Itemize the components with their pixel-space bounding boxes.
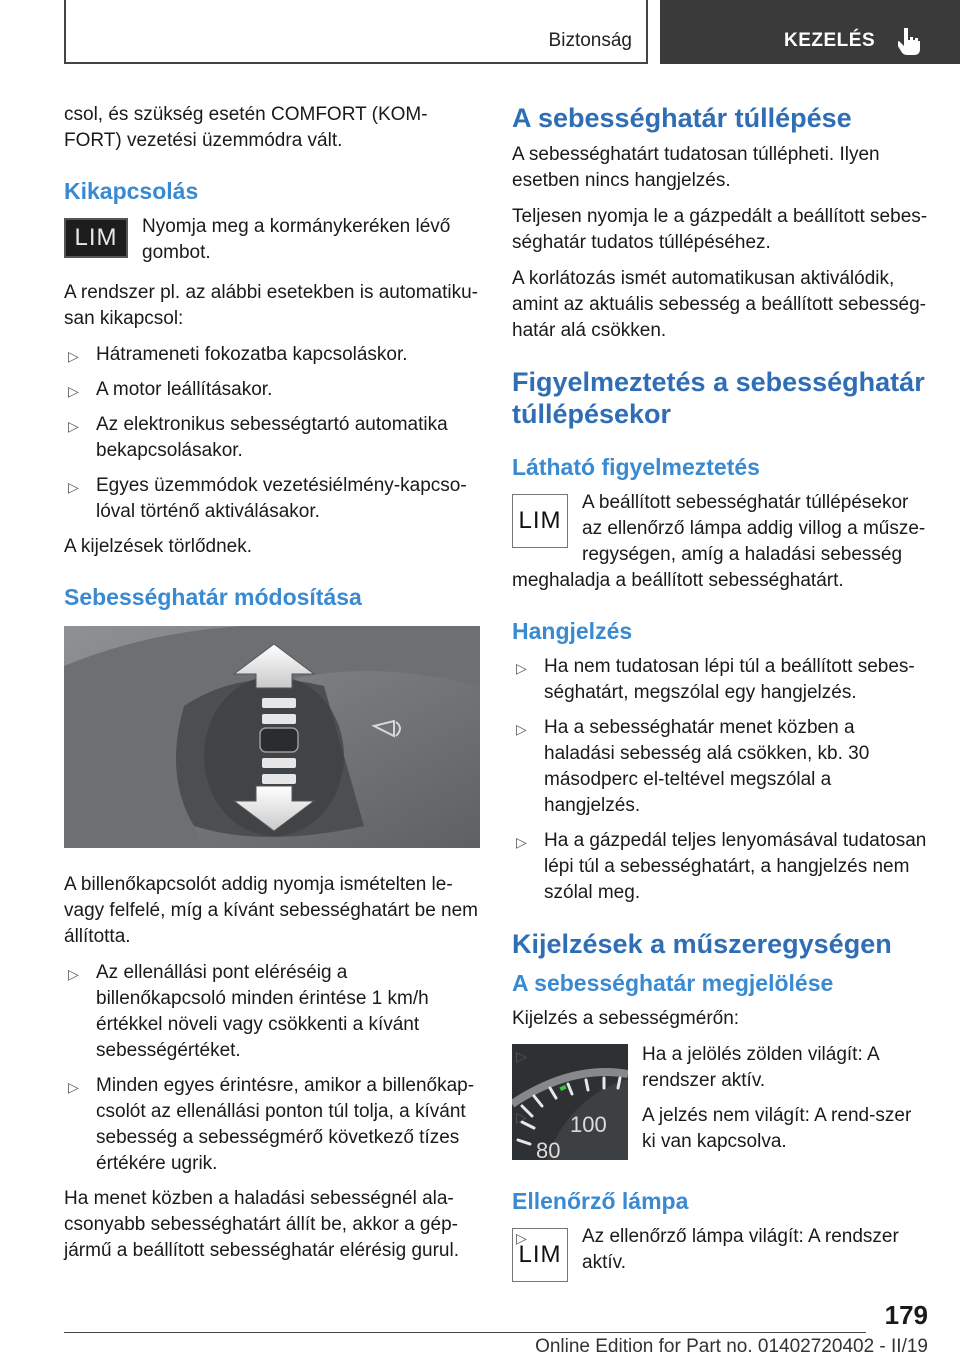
list-item: ▷ Hátrameneti fokozatba kapcsoláskor.: [64, 342, 480, 368]
switch-off-text: Nyomja meg a kormánykeréken lévő gombot.: [142, 216, 451, 263]
heading-indicator-lamp: Ellenőrző lámpa: [512, 1188, 689, 1214]
roll-text: Ha menet közben a haladási sebességnél ala-csonyabb sebességhatárt állít be, akkor a gép-jármű a beállított sebességhatár elérésig gurul.: [64, 1188, 460, 1261]
heading-exceed-limit: A sebességhatár túllépése: [512, 103, 852, 133]
switch-off-block: [64, 214, 480, 270]
cleared-text: A kijelzések törlődnek.: [64, 536, 252, 557]
list-item: ▷ A motor leállításakor.: [64, 377, 480, 403]
chapter-tab: [660, 0, 960, 64]
list-item: ▷ Ha nem tudatosan lépi túl a beállított sebes-séghatárt, megszólal egy hangjelzés.: [516, 656, 915, 703]
triangle-bullet-icon: ▷: [68, 418, 79, 434]
left-column: [64, 102, 480, 1274]
triangle-bullet-icon: ▷: [68, 383, 79, 399]
heading-acoustic: Hangjelzés: [512, 618, 633, 644]
triangle-bullet-icon: ▷: [516, 721, 527, 737]
list-item: ▷ Az ellenállási pont eléréséig a billenőkapcsoló minden érintése 1 km/h értékkel növeli vagy csökkenti a kívánt sebességértéket.: [68, 962, 429, 1061]
marking-text: Kijelzés a sebességmérőn:: [512, 1008, 740, 1029]
list-item: ▷ Az ellenőrző lámpa világít: A rendszer aktív.: [516, 1226, 899, 1273]
intro-paragraph: csol, és szükség esetén COMFORT (KOM-FORT) vezetési üzemmódra vált.: [64, 104, 428, 151]
list-item: ▷ Ha a jelölés zölden világít: A rendszer aktív.: [516, 1044, 879, 1091]
list-item: ▷ Minden egyes érintésre, amikor a billenőkap-csolót az ellenállási ponton túl tolja, a kívánt sebesség a sebességmérő következő tízes értékére ugrik.: [68, 1075, 475, 1174]
triangle-bullet-icon: ▷: [68, 1079, 79, 1095]
heading-warning: Figyelmeztetés a sebességhatár túllépésekor: [512, 367, 925, 429]
heading-visible-warning: Látható figyelmeztetés: [512, 454, 760, 480]
marking-block: [512, 1042, 928, 1164]
visible-warning-text: A beállított sebességhatár túllépésekor az ellenőrző lámpa addig villog a műsze-regységen, amíg a haladási sebesség meghaladja a beállított sebességhatárt.: [512, 492, 926, 591]
triangle-bullet-icon: ▷: [516, 1048, 527, 1064]
triangle-bullet-icon: ▷: [516, 1109, 527, 1125]
footer-divider: [64, 1332, 866, 1333]
triangle-bullet-icon: ▷: [516, 834, 527, 850]
list-item: ▷ A jelzés nem világít: A rend-szer ki van kapcsolva.: [516, 1105, 912, 1152]
indicator-lamp-block: [512, 1224, 928, 1286]
acoustic-list: [512, 654, 928, 906]
triangle-bullet-icon: ▷: [68, 348, 79, 364]
list-item: ▷ Ha a gázpedál teljes lenyomásával tudatosan lépi túl a sebességhatárt, a hangjelzés nem szólal meg.: [516, 830, 927, 903]
heading-marking: A sebességhatár megjelölése: [512, 970, 834, 996]
modify-text: A billenőkapcsolót addig nyomja ismételten le-vagy felfelé, míg a kívánt sebességhatárt be nem állította.: [64, 874, 479, 947]
visible-warning-block: [512, 490, 928, 594]
section-title: Biztonság: [548, 30, 632, 51]
list-item: ▷ Ha a sebességhatár menet közben a haladási sebesség alá csökken, kb. 30 másodperc el-teltével megszólal a hangjelzés.: [516, 717, 870, 816]
modify-list: [64, 960, 480, 1177]
page-number: 179: [884, 1300, 928, 1330]
auto-off-text: A rendszer pl. az alábbi esetekben is automatiku-san kikapcsol:: [64, 282, 479, 329]
heading-switch-off: Kikapcsolás: [64, 178, 199, 204]
lim-indicator-icon: LIM: [512, 494, 568, 548]
triangle-bullet-icon: ▷: [68, 966, 79, 982]
heading-displays: Kijelzések a műszeregységen: [512, 929, 892, 959]
dial-label-100: 100: [570, 1112, 607, 1137]
right-column: [512, 102, 928, 1296]
hand-pointing-icon: [898, 26, 924, 56]
triangle-bullet-icon: ▷: [68, 479, 79, 495]
list-item: ▷ Az elektronikus sebességtartó automatika bekapcsolásakor.: [68, 414, 448, 461]
dial-label-80: 80: [536, 1138, 561, 1160]
exceed-paragraph-2: Teljesen nyomja le a gázpedált a beállított sebes-séghatár tudatos túllépéséhez.: [512, 206, 928, 253]
exceed-paragraph-1: A sebességhatárt tudatosan túllépheti. Ilyen esetben nincs hangjelzés.: [512, 144, 880, 191]
steering-wheel-photo: [64, 626, 480, 848]
auto-off-list: [64, 342, 480, 525]
lim-indicator-icon: LIM: [512, 1228, 568, 1282]
chapter-tab-label: KEZELÉS: [784, 30, 876, 51]
exceed-paragraph-3: A korlátozás ismét automatikusan aktiválódik, amint az aktuális sebesség a beállított sebesség-határ alá csökken.: [512, 268, 927, 341]
triangle-bullet-icon: ▷: [516, 660, 527, 676]
edition-text: Online Edition for Part no. 01402720402 - II/19: [535, 1336, 928, 1357]
triangle-bullet-icon: ▷: [516, 1230, 527, 1246]
page-header: [0, 0, 960, 66]
list-item: ▷ Egyes üzemmódok vezetésiélmény-kapcso-lóval történő aktiválásakor.: [68, 475, 467, 522]
section-box: [64, 0, 648, 64]
lamp-list: [512, 1224, 928, 1276]
lim-button-icon: LIM: [64, 218, 128, 258]
heading-modify-limit: Sebességhatár módosítása: [64, 584, 362, 610]
